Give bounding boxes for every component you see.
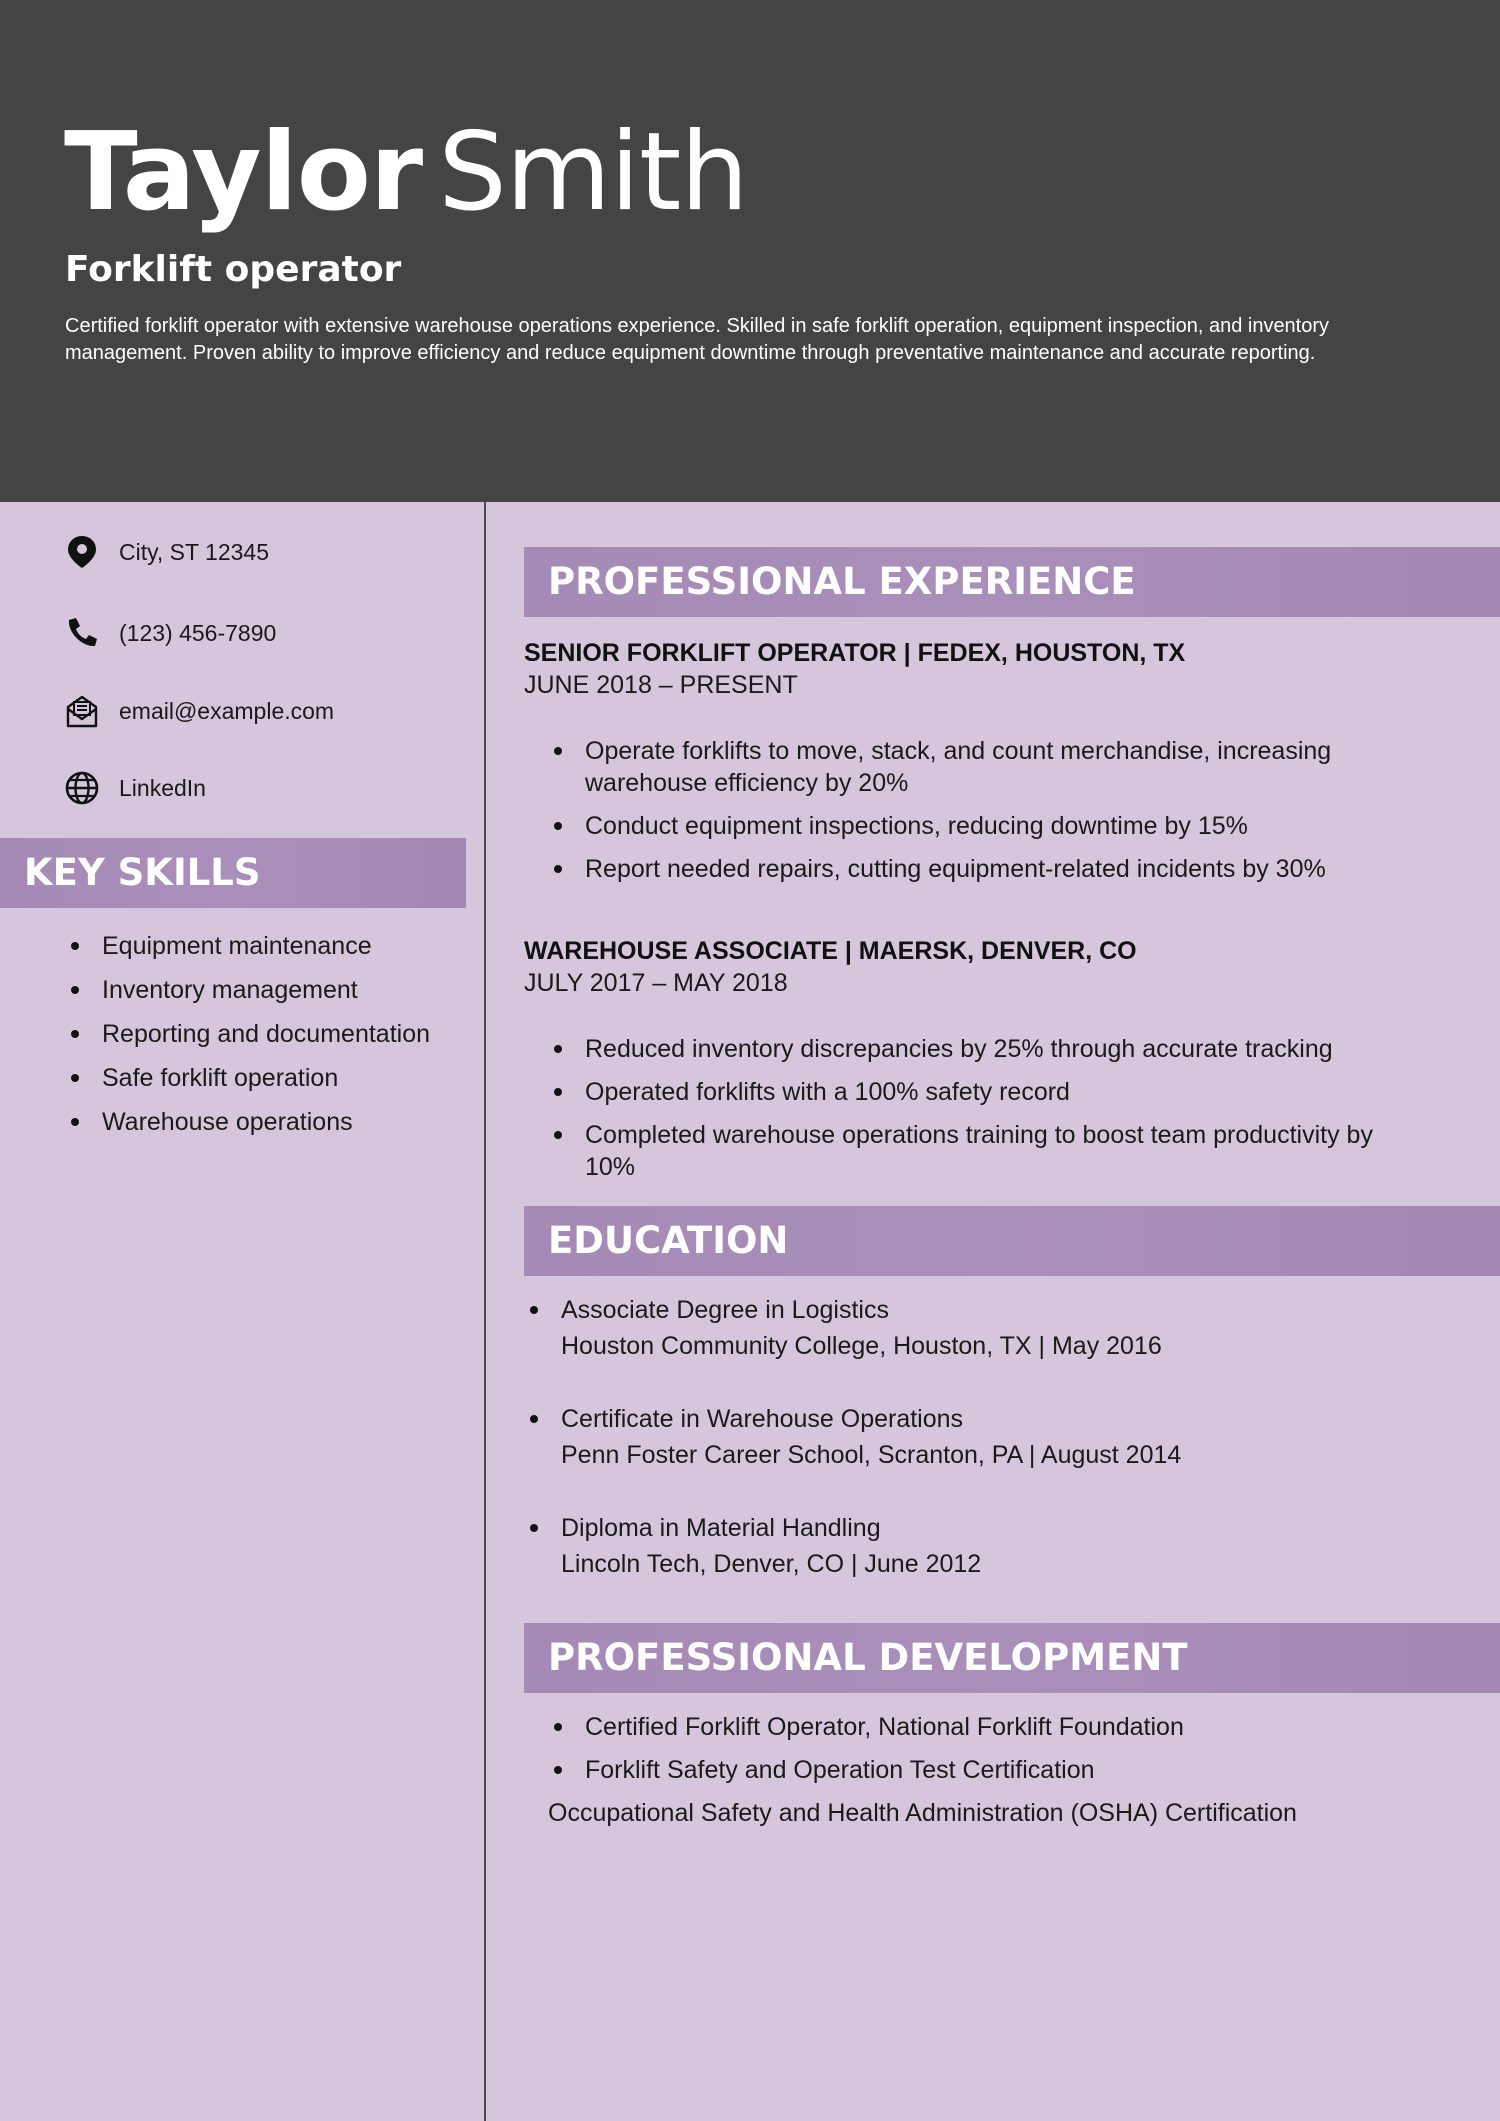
education-degree: Diploma in Material Handling [561, 1514, 881, 1542]
job-bullet: Operate forklifts to move, stack, and count merchandise, increasing warehouse efficiency by 20% [585, 735, 1425, 799]
email-text[interactable]: email@example.com [119, 697, 335, 724]
job-bullet: Operated forklifts with a 100% safety record [585, 1076, 1425, 1108]
contact-linkedin [64, 764, 206, 812]
summary: Certified forklift operator with extensive warehouse operations experience. Skilled in safe forklift operation, equipment inspection, and inventory management. Proven ability to improve efficiency and reduce equipment downtime through preventative maintenance and accurate reporting. [65, 315, 1330, 364]
resume-header [0, 0, 1500, 502]
first-name: Taylor [64, 110, 423, 235]
globe-icon [64, 770, 100, 806]
development-extra: Occupational Safety and Health Administration (OSHA) Certification [548, 1799, 1297, 1827]
location-text: City, ST 12345 [119, 538, 270, 565]
map-pin-icon [64, 534, 100, 570]
education-item [561, 1294, 1461, 1362]
development-list [585, 1711, 1425, 1797]
key-skills-heading: KEY SKILLS [0, 838, 466, 908]
job-bullet: Conduct equipment inspections, reducing downtime by 15% [585, 810, 1425, 842]
job-bullet: Report needed repairs, cutting equipment-related incidents by 30% [585, 853, 1425, 885]
contact-email [64, 687, 335, 735]
contact-phone [64, 609, 277, 657]
job-bullet: Completed warehouse operations training to boost team productivity by 10% [585, 1119, 1425, 1183]
job-dates-1: JUNE 2018 – PRESENT [524, 671, 798, 699]
skill-item: Safe forklift operation [102, 1062, 430, 1106]
skills-list [102, 930, 430, 1150]
phone-text: (123) 456-7890 [119, 619, 277, 646]
skill-item: Warehouse operations [102, 1106, 430, 1150]
development-heading: PROFESSIONAL DEVELOPMENT [524, 1623, 1500, 1693]
education-heading: EDUCATION [524, 1206, 1500, 1276]
education-degree: Associate Degree in Logistics [561, 1296, 889, 1324]
job-title-1: SENIOR FORKLIFT OPERATOR | FEDEX, HOUSTON, TX [524, 639, 1186, 667]
phone-icon [64, 615, 100, 651]
skill-item: Reporting and documentation [102, 1018, 430, 1062]
envelope-icon [64, 693, 100, 729]
development-item: Certified Forklift Operator, National Forklift Foundation [585, 1711, 1425, 1743]
education-list [561, 1294, 1461, 1621]
contact-location [64, 528, 270, 576]
candidate-name [64, 108, 748, 238]
last-name: Smith [438, 110, 748, 235]
job-dates-2: JULY 2017 – MAY 2018 [524, 969, 788, 997]
job-bullet: Reduced inventory discrepancies by 25% through accurate tracking [585, 1033, 1425, 1065]
education-item [561, 1512, 1461, 1580]
job-title: Forklift operator [65, 249, 402, 290]
job-bullets-1 [585, 735, 1425, 896]
education-degree: Certificate in Warehouse Operations [561, 1405, 964, 1433]
column-divider [484, 502, 486, 2121]
education-details: Penn Foster Career School, Scranton, PA | August 2014 [561, 1441, 1182, 1469]
development-item: Forklift Safety and Operation Test Certification [585, 1754, 1425, 1786]
job-bullets-2 [585, 1033, 1425, 1194]
skill-item: Inventory management [102, 974, 430, 1018]
education-details: Lincoln Tech, Denver, CO | June 2012 [561, 1550, 982, 1578]
education-item [561, 1403, 1461, 1471]
linkedin-link[interactable]: LinkedIn [119, 774, 206, 801]
experience-heading: PROFESSIONAL EXPERIENCE [524, 547, 1500, 617]
skill-item: Equipment maintenance [102, 930, 430, 974]
job-title-2: WAREHOUSE ASSOCIATE | MAERSK, DENVER, CO [524, 937, 1137, 965]
education-details: Houston Community College, Houston, TX | May 2016 [561, 1332, 1162, 1360]
